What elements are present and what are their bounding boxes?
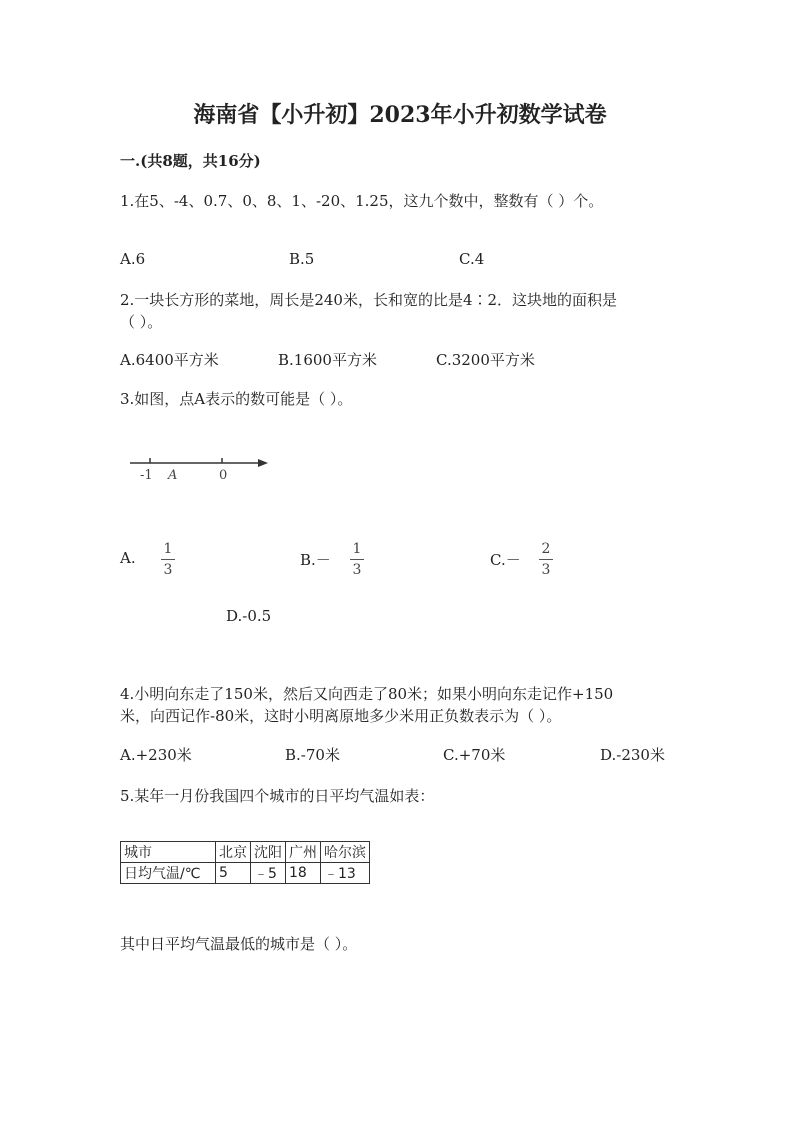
- question-2-option-c: C.3200平方米: [436, 351, 535, 369]
- table-cell: ﹣13: [321, 863, 370, 884]
- question-4-option-b: B.-70米: [285, 746, 340, 764]
- question-2-option-a: A.6400平方米: [120, 351, 219, 369]
- table-cell: ﹣5: [251, 863, 286, 884]
- question-4-option-d: D.-230米: [600, 746, 665, 764]
- question-5-text: 5.某年一月份我国四个城市的日平均气温如表：: [120, 787, 435, 805]
- question-3-option-a-prefix: A.: [120, 549, 136, 567]
- fraction-numerator: 2: [541, 541, 551, 557]
- question-3-option-d: D.-0.5: [226, 607, 272, 625]
- question-1-option-c: C.4: [459, 250, 485, 268]
- tick-label-zero: 0: [219, 468, 228, 483]
- question-4-option-c: C.+70米: [443, 746, 506, 764]
- question-3-option-b-prefix: B.－: [300, 551, 331, 569]
- question-1-option-b: B.5: [289, 250, 315, 268]
- table-cell: 18: [286, 863, 321, 884]
- question-3-text: 3.如图，点A表示的数可能是（ ）。: [120, 390, 353, 408]
- question-2-text-line2: （ ）。: [120, 313, 163, 331]
- number-line-figure: [120, 450, 280, 490]
- question-4-text-line2: 米，向西记作-80米，这时小明离原地多少米用正负数表示为（ ）。: [120, 707, 562, 725]
- fraction-numerator: 1: [352, 541, 362, 557]
- fraction-numerator: 1: [163, 541, 173, 557]
- tick-label-neg1: -1: [140, 468, 153, 483]
- table-cell: 城市: [121, 842, 216, 863]
- question-2-text-line1: 2.一块长方形的菜地，周长是240米，长和宽的比是4∶2．这块地的面积是: [120, 291, 618, 309]
- fraction-denominator: 3: [163, 562, 173, 578]
- temperature-table: [120, 841, 370, 884]
- number-line-arrow: [258, 459, 268, 467]
- question-1-option-a: A.6: [120, 250, 146, 268]
- table-row: [121, 863, 370, 884]
- question-3-option-b-fraction: [350, 541, 364, 578]
- question-5-question: 其中日平均气温最低的城市是（ ）。: [120, 935, 358, 953]
- table-cell: 5: [216, 863, 251, 884]
- question-3-option-a-fraction: [161, 541, 175, 578]
- question-3-option-c-prefix: C.－: [490, 551, 521, 569]
- point-a-label: A: [168, 468, 178, 483]
- table-header-row: [121, 842, 370, 863]
- fraction-denominator: 3: [352, 562, 362, 578]
- fraction-bar: [350, 559, 364, 560]
- question-1-text: 1.在5、-4、0.7、0、8、1、-20、1.25，这九个数中，整数有（ ）个。: [120, 192, 604, 210]
- table-cell: 沈阳: [251, 842, 286, 863]
- section-heading: 一.(共8题，共16分): [120, 152, 261, 170]
- table-cell: 北京: [216, 842, 251, 863]
- question-4-text-line1: 4.小明向东走了150米，然后又向西走了80米；如果小明向东走记作+150: [120, 685, 614, 703]
- table-cell: 日均气温/℃: [121, 863, 216, 884]
- fraction-bar: [161, 559, 175, 560]
- question-2-option-b: B.1600平方米: [278, 351, 377, 369]
- question-3-option-c-fraction: [539, 541, 553, 578]
- fraction-bar: [539, 559, 553, 560]
- page-title: 海南省【小升初】2023年小升初数学试卷: [193, 102, 607, 128]
- fraction-denominator: 3: [541, 562, 551, 578]
- question-4-option-a: A.+230米: [120, 746, 192, 764]
- table-cell: 哈尔滨: [321, 842, 370, 863]
- table-cell: 广州: [286, 842, 321, 863]
